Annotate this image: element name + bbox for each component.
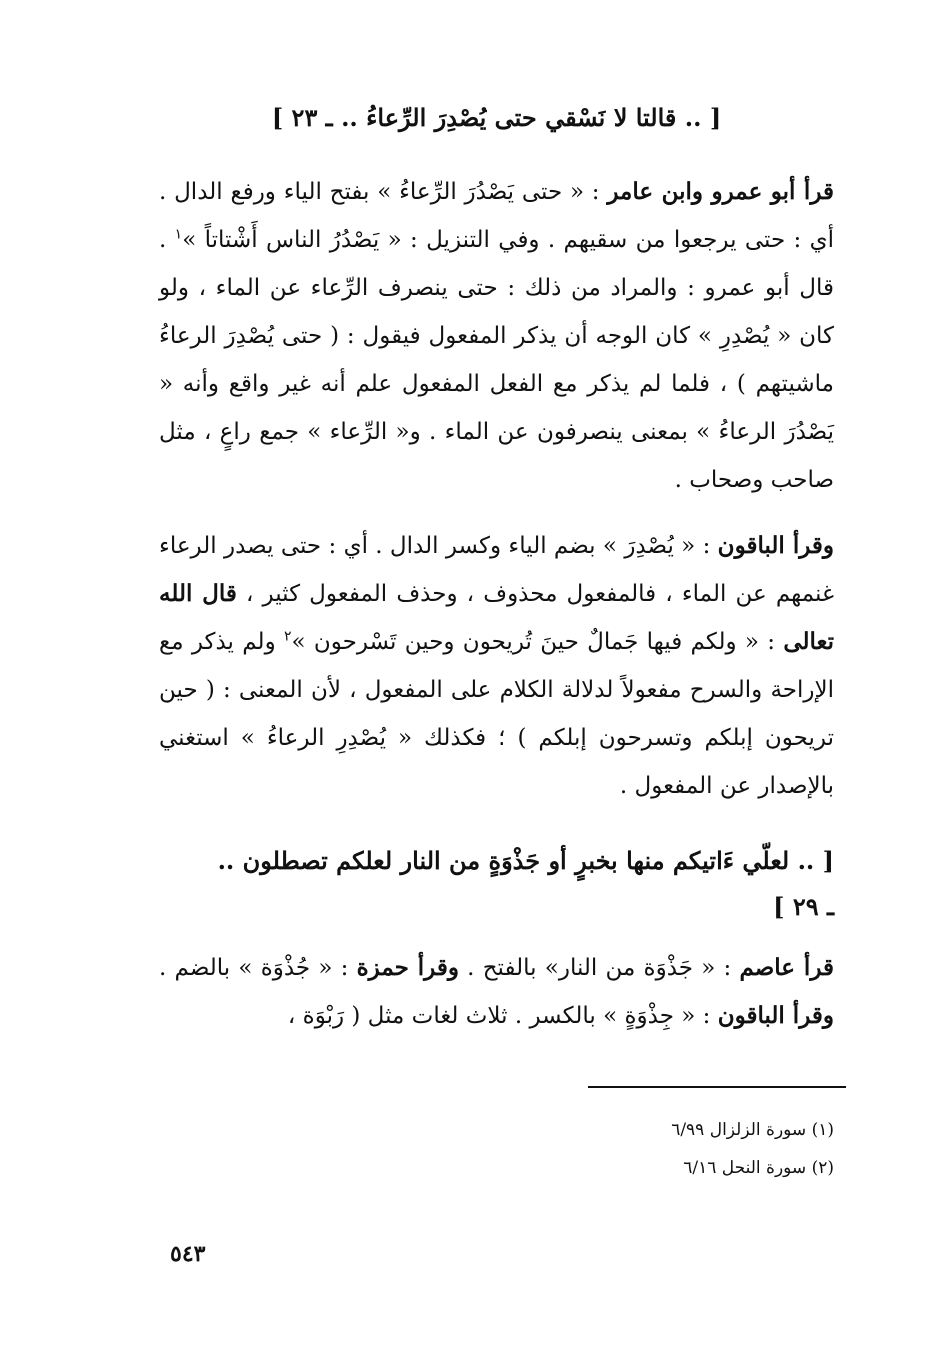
reader-name: قرأ عاصم [739, 954, 835, 981]
reader-name: وقرأ الباقون [717, 1002, 834, 1029]
footnote-2: (٢) سورة النحل ٦/١٦ [683, 1158, 834, 1178]
paragraph-text: : « ولكم فيها جَمالٌ حينَ تُريحون وحين تَسْرحون » [291, 629, 784, 655]
page-number: ٥٤٣ [170, 1241, 206, 1267]
footnote-marker: ٢ [283, 628, 292, 645]
verse-heading-line: [ .. لعلّي ءَاتيكم منها بخبرٍ أو جَذْوَةٍ من النار لعلكم تصطلون .. [217, 846, 834, 875]
footnote-1: (١) سورة الزلزال ٦/٩٩ [671, 1120, 834, 1140]
verse-heading-29 [159, 838, 834, 930]
quote-intro: قال الله تعالى [159, 580, 835, 655]
paragraph-3 [159, 944, 834, 1040]
footnote-divider [588, 1086, 846, 1088]
footnote-marker: ١ [174, 226, 183, 243]
paragraph-text: : « يُصْدِرَ » بضم الياء وكسر الدال . أي : حتى يصدر الرعاء غنمهم عن الماء ، فالمفعول محذوف ، وحذف المفعول كثير ، [159, 533, 834, 607]
paragraph-text: . قال أبو عمرو : والمراد من ذلك : حتى ينصرف الرِّعاء عن الماء ، ولو كان « يُصْدِرِ » كان الوجه أن يذكر المفعول فيقول : ( حتى يُصْدِرَ الرعاءُ ماشيتهم ) ، فلما لم يذكر مع الفعل المفعول علم أنه غير واقع وأنه « يَصْدُرَ الرعاءُ » بمعنى ينصرفون عن الماء . و« الرِّعاء » جمع راعٍ ، مثل صاحب وصحاب . [159, 227, 834, 493]
verse-heading-line: ـ ٢٩ ] [773, 892, 834, 921]
paragraph-1 [159, 168, 834, 504]
paragraph-text: : « جِذْوَةٍ » بالكسر . ثلاث لغات مثل ( رَبْوَة ، [287, 1003, 718, 1029]
paragraph-2 [159, 522, 834, 810]
reader-name: وقرأ الباقون [717, 532, 834, 559]
paragraph-text: : « جَذْوَة من النار» بالفتح . [458, 955, 740, 981]
paragraph-text: : « جُذْوَة » بالضم . [159, 955, 357, 981]
verse-heading-23: [ .. قالتا لا نَسْقي حتى يُصْدِرَ الرِّعاءُ .. ـ ٢٣ ] [271, 103, 722, 132]
reader-name: وقرأ حمزة [356, 954, 459, 981]
reader-name: قرأ أبو عمرو وابن عامر [607, 178, 835, 205]
paragraph-text: ولم يذكر مع الإراحة والسرح مفعولاً لدلالة الكلام على المفعول ، لأن المعنى : ( حين تريحون إبلكم وتسرحون إبلكم ) ؛ فكذلك « يُصْدِرِ الرعاءُ » استغني بالإصدار عن المفعول . [159, 629, 834, 799]
paragraph-text: : « حتى يَصْدُرَ الرِّعاءُ » بفتح الياء ورفع الدال . أي : حتى يرجعوا من سقيهم . وفي التنزيل : « يَصْدُرُ الناس أَشْتاتاً » [159, 179, 835, 253]
